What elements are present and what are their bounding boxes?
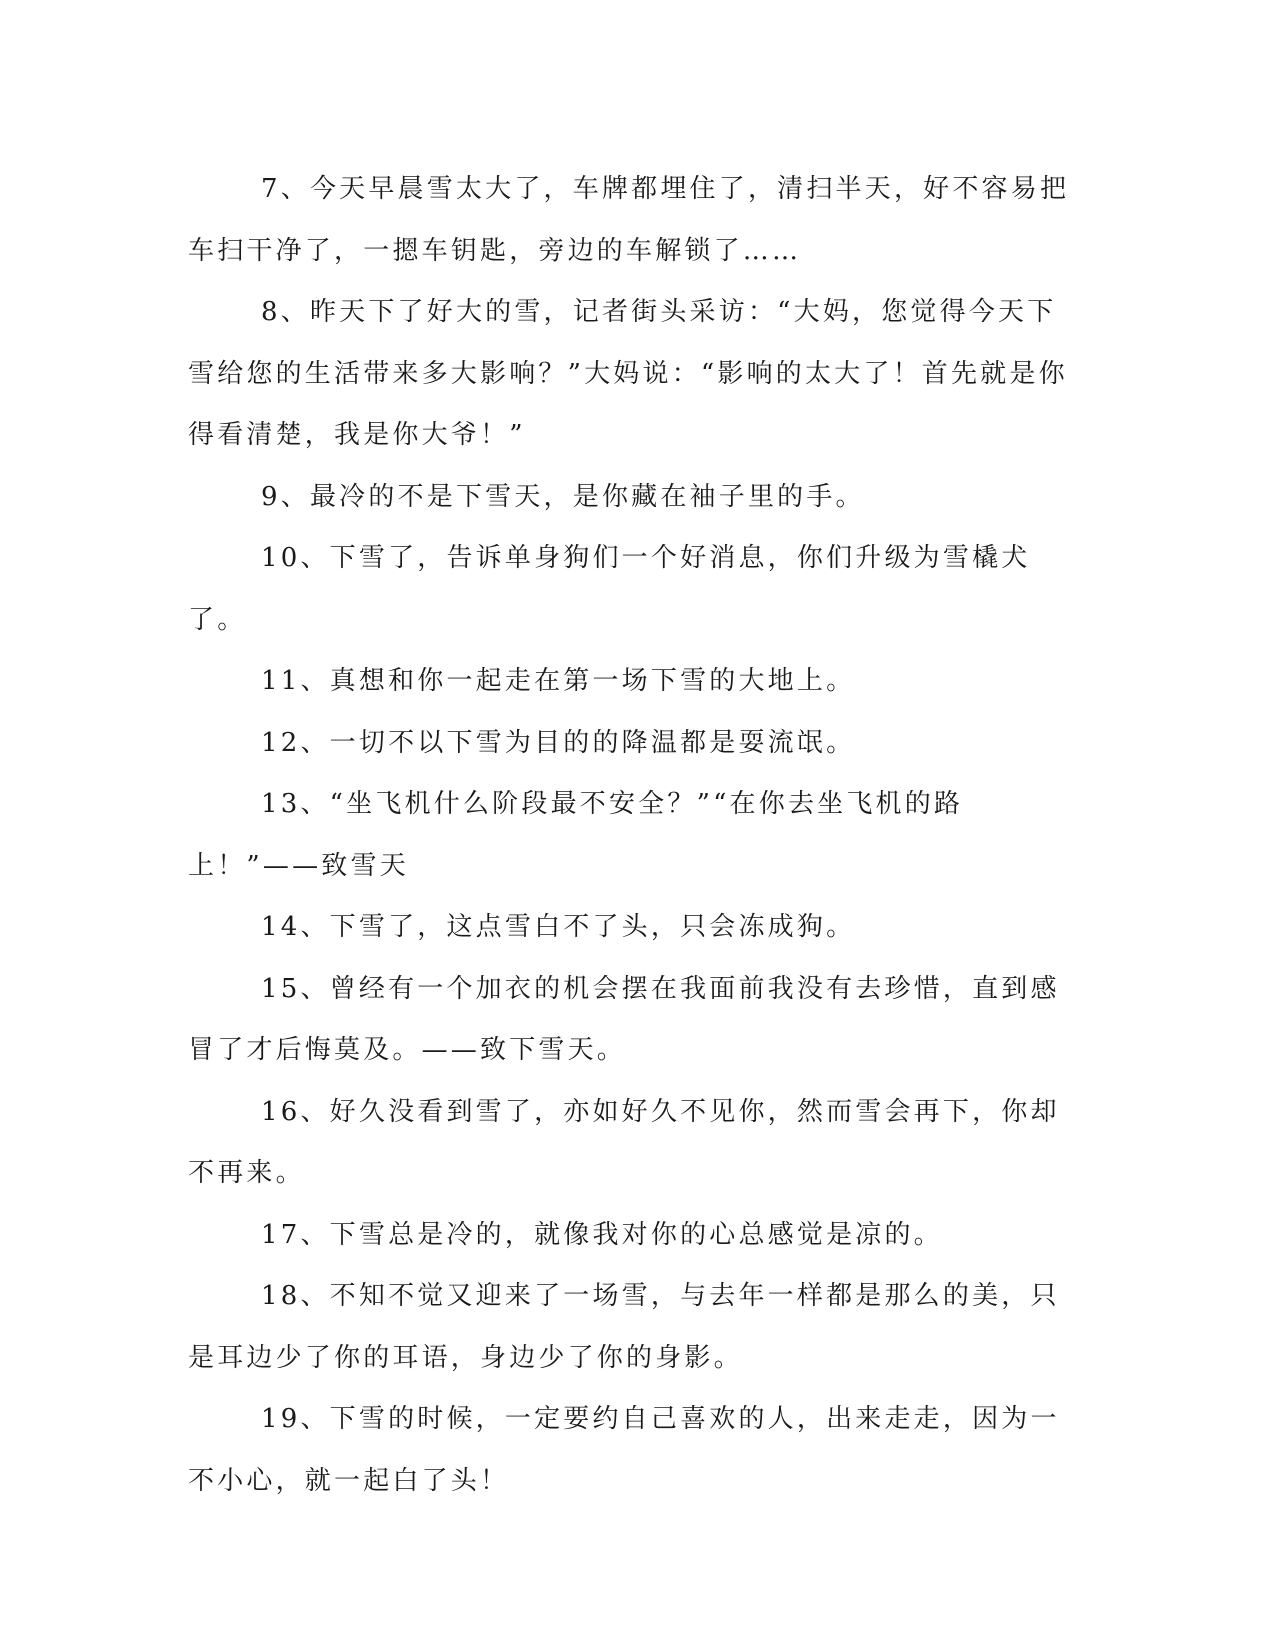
- paragraph-11: 11、真想和你一起走在第一场下雪的大地上。: [261, 666, 856, 696]
- paragraph-13: 13、“坐飞机什么阶段最不安全？”“在你去坐飞机的路上！”——致雪天: [188, 789, 964, 881]
- document-body: [188, 159, 1073, 1512]
- paragraph-16: 16、好久没看到雪了，亦如好久不见你，然而雪会再下，你却不再来。: [188, 1096, 1060, 1188]
- paragraph-10: 10、下雪了，告诉单身狗们一个好消息，你们升级为雪橇犬了。: [188, 543, 1031, 635]
- paragraph-18: 18、不知不觉又迎来了一场雪，与去年一样都是那么的美，只是耳边少了你的耳语，身边少了你的身影。: [188, 1281, 1060, 1373]
- paragraph-15: 15、曾经有一个加衣的机会摆在我面前我没有去珍惜，直到感冒了才后悔莫及。——致下雪天。: [188, 973, 1060, 1065]
- paragraph-17: 17、下雪总是冷的，就像我对你的心总感觉是凉的。: [261, 1219, 943, 1250]
- paragraph-19: 19、下雪的时候，一定要约自己喜欢的人，出来走走，因为一不小心，就一起白了头！: [188, 1404, 1060, 1496]
- paragraph-7: 7、今天早晨雪太大了，车牌都埋住了，清扫半天，好不容易把车扫干净了，一摁车钥匙，旁边的车解锁了……: [188, 174, 1070, 266]
- paragraph-12: 12、一切不以下雪为目的的降温都是耍流氓。: [261, 727, 856, 758]
- paragraph-8: 8、昨天下了好大的雪，记者街头采访：“大妈，您觉得今天下雪给您的生活带来多大影响？”大妈说：“影响的太大了！首先就是你得看清楚，我是你大爷！”: [188, 297, 1068, 450]
- paragraph-14: 14、下雪了，这点雪白不了头，只会冻成狗。: [261, 912, 856, 942]
- paragraph-9: 9、最冷的不是下雪天，是你藏在袖子里的手。: [261, 481, 865, 512]
